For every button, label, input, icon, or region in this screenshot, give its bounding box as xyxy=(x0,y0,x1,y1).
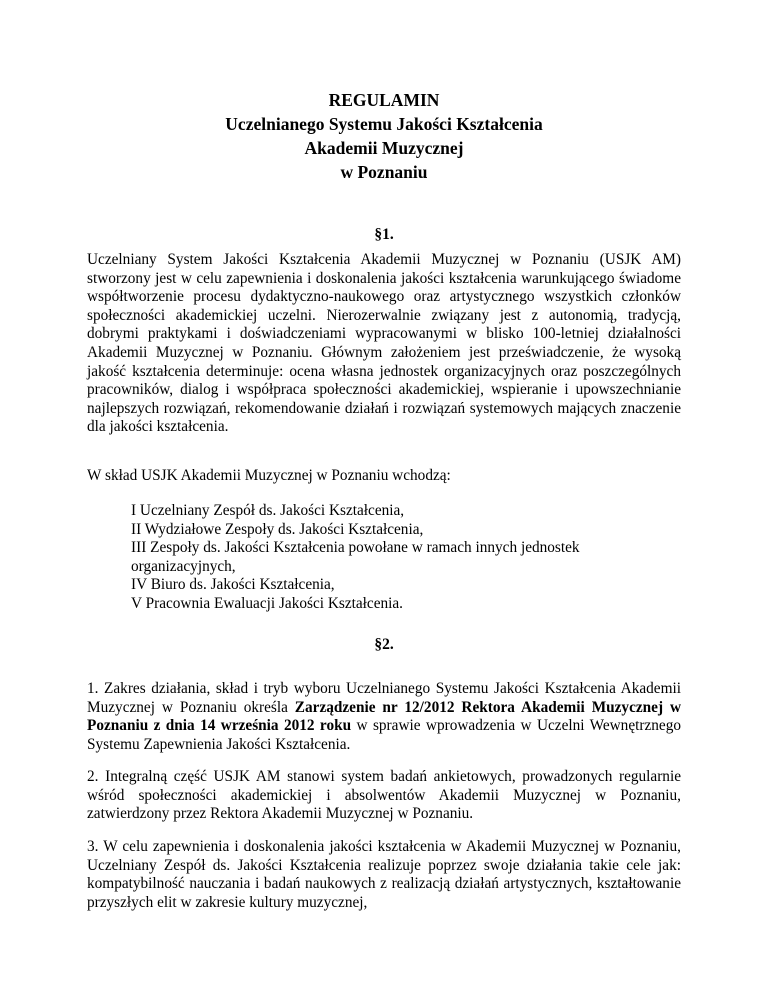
list-item: I Uczelniany Zespół ds. Jakości Kształcenia, xyxy=(131,502,405,519)
paragraph-text: w sprawie wprowadzenia w Uczelni Wewnętrznego Systemu Zapewnienia Jakości Kształcenia. xyxy=(87,717,681,753)
list-item: III Zespoły ds. Jakości Kształcenia powołane w ramach innych jednostek organizacyjnych, xyxy=(131,539,580,575)
section-2-heading: §2. xyxy=(374,636,394,653)
title-line-3: Akademii Muzycznej xyxy=(304,138,464,158)
section-2-paragraph-2: 2. Integralną część USJK AM stanowi system badań ankietowych, prowadzonych regularnie wśród społeczności akademickiej i absolwentów Akademii Muzycznej w Poznaniu, zatwierdzony przez Rektora Akademii Muzycznej w Poznaniu. xyxy=(87,768,681,823)
document-title xyxy=(0,88,768,184)
section-2-paragraph-3: 3. W celu zapewnienia i doskonalenia jakości kształcenia w Akademii Muzycznej w Poznaniu, Uczelniany Zespół ds. Jakości Kształcenia realizuje poprzez swoje działania takie cele jak: kompatybilność nauczania i badań naukowych z realizacją działań artystycznych, kształtowanie przyszłych elit w zakresie kultury muzycznej, xyxy=(87,838,681,911)
list-item: II Wydziałowe Zespoły ds. Jakości Kształcenia, xyxy=(131,520,424,538)
section-2-paragraph-1 xyxy=(87,680,681,754)
title-line-2: Uczelnianego Systemu Jakości Kształcenia xyxy=(225,114,543,134)
regulation-reference: Zarządzenie nr 12/2012 Rektora Akademii Muzycznej w Poznaniu z dnia 14 września 2012 roku xyxy=(87,698,682,735)
list-item: IV Biuro ds. Jakości Kształcenia, xyxy=(131,576,335,594)
paragraph-text: 1. Zakres działania, skład i tryb wyboru Uczelnianego Systemu Jakości Kształcenia Akademii Muzycznej w Poznaniu określa xyxy=(87,680,681,716)
section-1-heading: §1. xyxy=(374,226,394,243)
composition-list xyxy=(131,502,651,614)
composition-intro: W skład USJK Akademii Muzycznej w Poznaniu wchodzą: xyxy=(87,467,451,484)
list-item: V Pracownia Ewaluacji Jakości Kształcenia. xyxy=(131,594,403,612)
title-line-1: REGULAMIN xyxy=(328,90,440,110)
section-1-paragraph: Uczelniany System Jakości Kształcenia Akademii Muzycznej w Poznaniu (USJK AM) stworzony jest w celu zapewnienia i doskonalenia jakości kształcenia warunkującego świadome współtworzenie procesu dydaktyczno-naukowego oraz artystycznego wszystkich członków społeczności akademickiej uczelni. Nierozerwalnie związany jest z autonomią, tradycją, dobrymi praktykami i doświadczeniami wypracowanymi w blisko 100-letniej działalności Akademii Muzycznej w Poznaniu. Głównym założeniem jest przeświadczenie, że wysoką jakość kształcenia determinuje: ocena własna jednostek organizacyjnych oraz poszczególnych pracowników, dialog i współpraca społeczności akademickiej, wspieranie i upowszechnianie najlepszych rozwiązań, rekomendowanie działań i rozwiązań systemowych mających znaczenie dla jakości kształcenia. xyxy=(87,251,681,436)
title-line-4: w Poznaniu xyxy=(340,162,428,182)
